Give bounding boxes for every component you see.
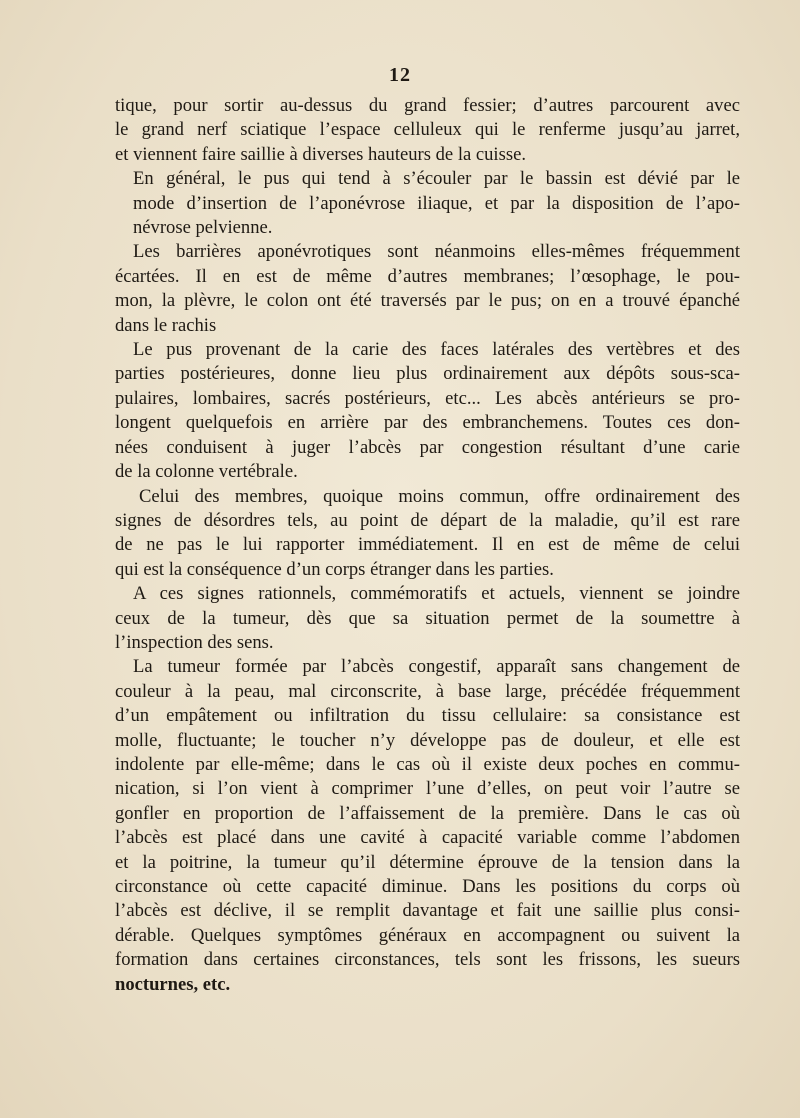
text-line: En général, le pus qui tend à s’écouler par le bassin est dévié par le — [133, 168, 740, 190]
text-line: La tumeur formée par l’abcès congestif, apparaît sans changement de — [133, 656, 740, 678]
text-line: Celui des membres, quoique moins commun, offre ordinairement des — [139, 485, 740, 507]
text-line: longent quelquefois en arrière par des embranchemens. Toutes ces don- — [115, 412, 740, 434]
text-line: et la poitrine, la tumeur qu’il détermine éprouve de la tension dans la — [115, 851, 740, 873]
text-line: de la colonne vertébrale. — [115, 461, 298, 483]
text-line: névrose pelvienne. — [133, 217, 273, 239]
text-line: couleur à la peau, mal circonscrite, à base large, précédée fréquemment — [115, 680, 740, 702]
text-line: de ne pas le lui rapporter immédiatement. Il en est de même de celui — [115, 534, 740, 556]
text-line: gonfler en proportion de l’affaissement de la première. Dans le cas où — [115, 802, 740, 824]
text-line: mode d’insertion de l’aponévrose iliaque, et par la disposition de l’apo- — [133, 192, 740, 214]
paragraph — [115, 655, 740, 997]
text-line: A ces signes rationnels, commémoratifs et actuels, viennent se joindre — [133, 583, 740, 605]
paragraph — [115, 485, 740, 583]
text-line: le grand nerf sciatique l’espace celluleux qui le renferme jusqu’au jarret, — [115, 119, 740, 141]
text-line: l’inspection des sens. — [115, 631, 274, 653]
text-line: nication, si l’on vient à comprimer l’une d’elles, on peut voir l’autre se — [115, 778, 740, 800]
text-line: dérable. Quelques symptômes généraux en accompagnent ou suivent la — [115, 924, 740, 946]
text-line: l’abcès est déclive, il se remplit davantage et fait une saillie plus consi- — [115, 900, 740, 922]
paragraph — [115, 338, 740, 484]
text-line: mon, la plèvre, le colon ont été traversés par le pus; on en a trouvé épanché — [115, 290, 740, 312]
text-line: Le pus provenant de la carie des faces latérales des vertèbres et des — [133, 339, 740, 361]
text-line: molle, fluctuante; le toucher n’y développe pas de douleur, et elle est — [115, 729, 740, 751]
paragraph — [115, 167, 740, 240]
body-text — [115, 94, 740, 997]
text-line: tique, pour sortir au-dessus du grand fessier; d’autres parcourent avec — [115, 95, 740, 116]
text-line: signes de désordres tels, au point de départ de la maladie, qu’il est rare — [115, 509, 740, 531]
text-line: dans le rachis — [115, 314, 217, 336]
paragraph — [115, 582, 740, 655]
text-line: Les barrières aponévrotiques sont néanmoins elles-mêmes fréquemment — [133, 241, 740, 263]
page-number: 12 — [389, 64, 411, 86]
text-line: l’abcès est placé dans une cavité à capacité variable comme l’abdomen — [115, 827, 740, 849]
paragraph — [115, 240, 740, 338]
text-line: indolente par elle-même; dans le cas où il existe deux poches en commu- — [115, 753, 740, 775]
text-line: nées conduisent à juger l’abcès par congestion résultant d’une carie — [115, 436, 740, 458]
text-line: qui est la conséquence d’un corps étranger dans les parties. — [115, 558, 554, 580]
text-line: et viennent faire saillie à diverses hauteurs de la cuisse. — [115, 143, 526, 165]
text-line: parties postérieures, donne lieu plus ordinairement aux dépôts sous-sca- — [115, 363, 740, 385]
text-line: circonstance où cette capacité diminue. Dans les positions du corps où — [115, 876, 740, 897]
text-line: nocturnes, etc. — [115, 973, 231, 995]
text-line: d’un empâtement ou infiltration du tissu cellulaire: sa consistance est — [115, 705, 740, 727]
text-line: ceux de la tumeur, dès que sa situation permet de la soumettre à — [115, 607, 740, 629]
text-line: pulaires, lombaires, sacrés postérieurs, etc... Les abcès antérieurs se pro- — [115, 387, 740, 409]
paragraph — [115, 94, 740, 167]
text-line: écartées. Il en est de même d’autres membranes; l’œsophage, le pou- — [115, 265, 740, 287]
text-line: formation dans certaines circonstances, tels sont les frissons, les sueurs — [115, 949, 740, 971]
